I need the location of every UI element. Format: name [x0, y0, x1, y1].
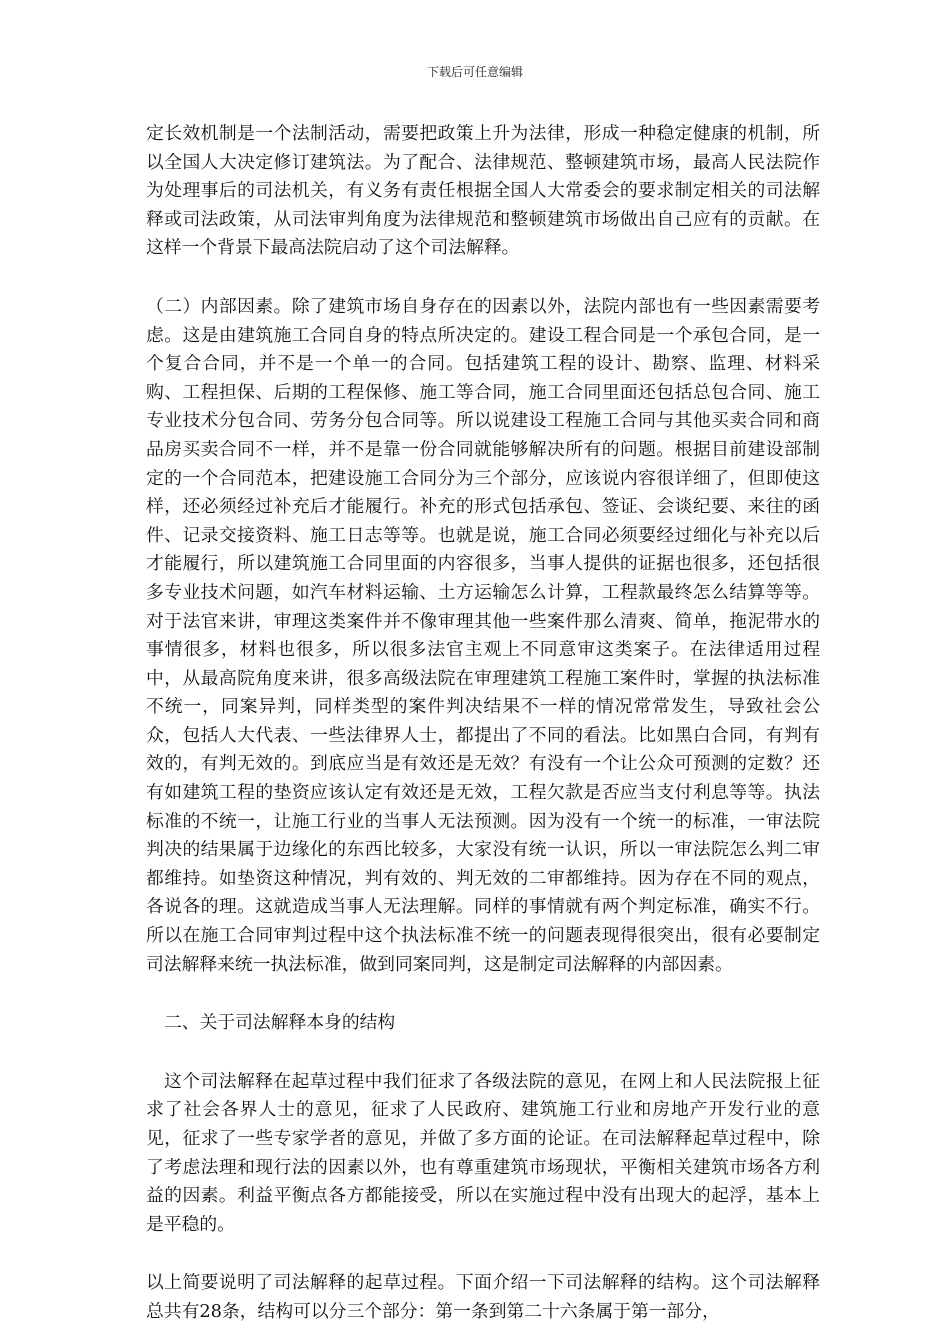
section-heading-structure: 二、关于司法解释本身的结构 [164, 1012, 396, 1034]
page-header: 下载后可任意编辑 [426, 65, 523, 79]
paragraph-internal-factors: （二）内部因素。除了建筑市场自身存在的因素以外，法院内部也有一些因素需要考虑。这是由建筑施工合同自身的特点所决定的。建设工程合同是一个承包合同，是一个复合合同，并不是一个单一的合同。包括建筑工程的设计、勘察、监理、材料采购、工程担保、后期的工程保修、施工等合同，施工合同里面还包括总包合同、施工专业技术分包合同、劳务分包合同等。所以说建设工程施工合同与其他买卖合同和商品房买卖合同不一样，并不是靠一份合同就能够解决所有的问题。根据目前建设部制定的一个合同范本，把建设施工合同分为三个部分，应该说内容很详细了，但即使这样，还必须经过补充后才能履行。补充的形式包括承包、签证、会谈纪要、来往的函件、记录交接资料、施工日志等等。也就是说，施工合同必须要经过细化与补充以后才能履行，所以建筑施工合同里面的内容很多，当事人提供的证据也很多，还包括很多专业技术问题，如汽车材料运输、土方运输怎么计算，工程款最终怎么结算等等。对于法官来讲，审理这类案件并不像审理其他一些案件那么清爽、简单，拖泥带水的事情很多，材料也很多，所以很多法官主观上不同意审这类案子。在法律适用过程中，从最高院角度来讲，很多高级法院在审理建筑工程施工案件时，掌握的执法标准不统一，同案异判，同样类型的案件判决结果不一样的情况常常发生，导致社会公众，包括人大代表、一些法律界人士，都提出了不同的看法。比如黑白合同，有判有效的，有判无效的。到底应当是有效还是无效？有没有一个让公众可预测的定数？还有如建筑工程的垫资应该认定有效还是无效，工程欠款是否应当支付利息等等。执法标准的不统一，让施工行业的当事人无法预测。因为没有一个统一的标准，一审法院判决的结果属于边缘化的东西比较多，大家没有统一认识，所以一审法院怎么判二审都维持。如垫资这种情况，判有效的、判无效的二审都维持。因为存在不同的观点，各说各的理。这就造成当事人无法理解。同样的事情就有两个判定标准，确实不行。所以在施工合同审判过程中这个执法标准不统一的问题表现得很突出，很有必要制定司法解释来统一执法标准，做到同案同判，这是制定司法解释的内部因素。 [146, 295, 820, 975]
document-body [146, 120, 820, 1327]
paragraph-background: 定长效机制是一个法制活动，需要把政策上升为法律，形成一种稳定健康的机制，所以全国人大决定修订建筑法。为了配合、法律规范、整顿建筑市场，最高人民法院作为处理事后的司法机关，有义务有责任根据全国人大常委会的要求制定相关的司法解释或司法政策，从司法审判角度为法律规范和整顿建筑市场做出自己应有的贡献。在这样一个背景下最高法院启动了这个司法解释。 [146, 123, 820, 259]
paragraph-structure-intro: 以上简要说明了司法解释的起草过程。下面介绍一下司法解释的结构。这个司法解释总共有28条，结构可以分三个部分：第一条到第二十六条属于第一部分， [146, 1272, 820, 1322]
paragraph-drafting-process: 这个司法解释在起草过程中我们征求了各级法院的意见，在网上和人民法院报上征求了社会各界人士的意见，征求了人民政府、建筑施工行业和房地产开发行业的意见，征求了一些专家学者的意见，并做了多方面的论证。在司法解释起草过程中，除了考虑法理和现行法的因素以外，也有尊重建筑市场现状，平衡相关建筑市场各方利益的因素。利益平衡点各方都能接受，所以在实施过程中没有出现大的起浮，基本上是平稳的。 [146, 1070, 820, 1235]
